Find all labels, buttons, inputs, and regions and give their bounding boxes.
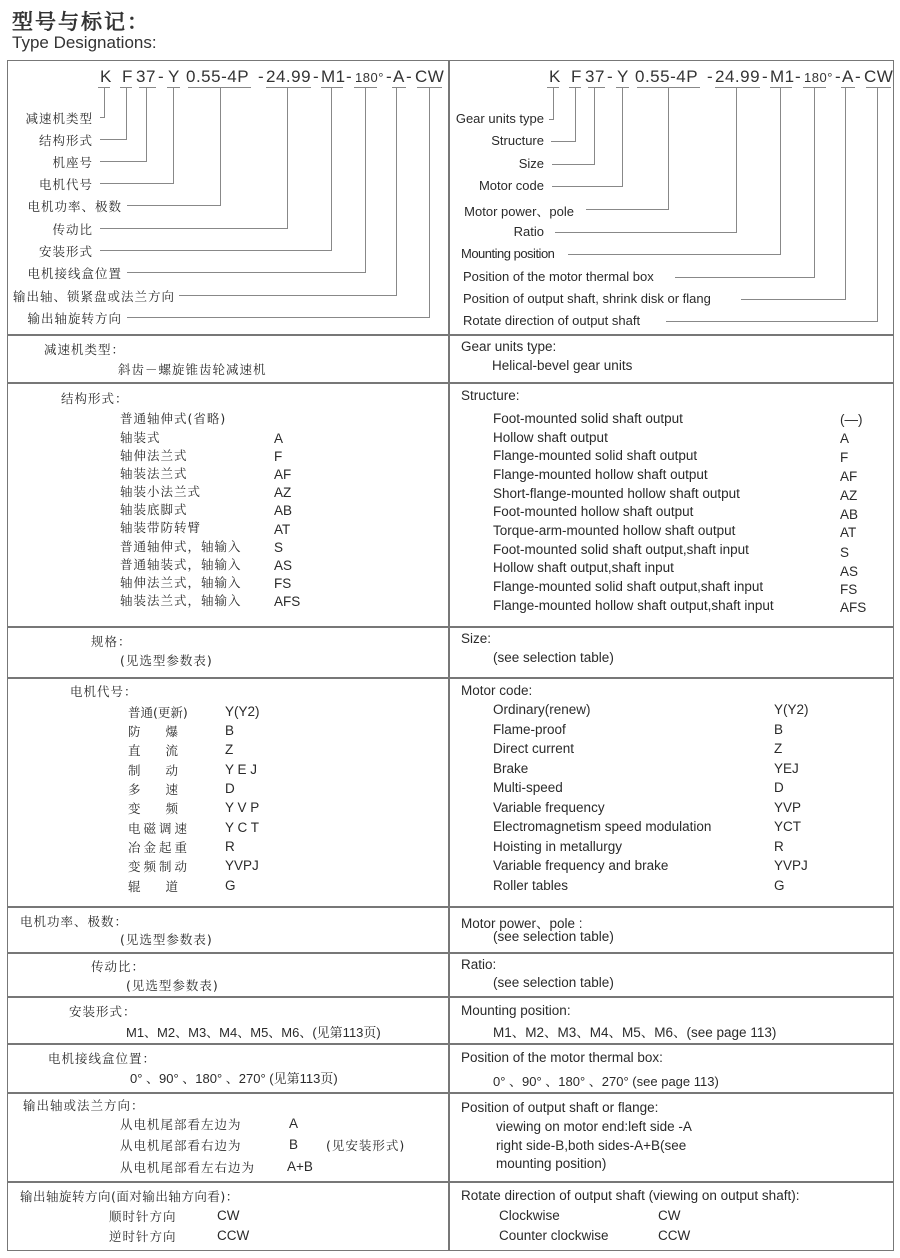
- mounting-value-en: M1、M2、M3、M4、M5、M6、(see page 113): [493, 1025, 777, 1040]
- motor-code-item-en: Hoisting in metallurgy: [493, 839, 623, 854]
- structure-item-zh: 普通轴装式，轴输入: [120, 557, 242, 572]
- structure-item-zh: 轴装法兰式，轴输入: [120, 593, 242, 608]
- code-power: 0.55-4P: [635, 67, 699, 86]
- label-en-ratio: Ratio: [513, 224, 544, 239]
- motor-code-code-zh: YVPJ: [225, 858, 259, 873]
- structure-item-en: Foot-mounted hollow shaft output: [493, 504, 694, 519]
- motor-code-item-zh: 辊 道: [128, 879, 179, 894]
- label-zh-rotation: 输出轴旋转方向: [27, 311, 122, 326]
- size-heading-en: Size:: [461, 631, 492, 646]
- motor-code-item-zh: 冶金起重: [128, 840, 191, 855]
- label-en-structure: Structure: [491, 133, 544, 148]
- row-divider: [8, 1043, 893, 1045]
- code-k: K: [100, 67, 112, 86]
- structure-code-en: (—): [840, 412, 863, 427]
- row-divider: [8, 1092, 893, 1094]
- code-dash: -: [346, 67, 353, 86]
- rotation-item-en: Clockwise: [499, 1208, 560, 1223]
- motor-code-code-zh: G: [225, 878, 236, 893]
- structure-item-zh: 轴伸法兰式: [120, 448, 188, 463]
- structure-code-en: A: [840, 431, 850, 446]
- structure-item-en: Flange-mounted solid shaft output: [493, 448, 698, 463]
- structure-item-zh: 轴装底脚式: [120, 502, 188, 517]
- structure-code-zh: A: [274, 431, 284, 446]
- code-k: K: [549, 67, 561, 86]
- size-heading-zh: 规格：: [91, 634, 132, 649]
- motor-power-value-zh: (见选型参数表): [120, 932, 213, 947]
- label-zh-thermal-box: 电机接线盒位置: [27, 266, 122, 281]
- thermal-box-value-en: 0° 、90° 、180° 、270° (see page 113): [493, 1074, 719, 1089]
- row-divider: [8, 952, 893, 954]
- code-ratio: 24.99: [266, 67, 312, 86]
- gear-type-value-en: Helical-bevel gear units: [492, 358, 633, 373]
- code-mounting: M1: [321, 67, 346, 86]
- structure-item-en: Flange-mounted hollow shaft output,shaft input: [493, 598, 774, 613]
- code-dash: -: [406, 67, 413, 86]
- structure-code-en: AB: [840, 507, 859, 522]
- label-en-thermal-box: Position of the motor thermal box: [463, 269, 654, 284]
- output-position-code-zh: A: [289, 1116, 299, 1131]
- structure-item-zh: 轴伸法兰式，轴输入: [120, 575, 242, 590]
- rotation-item-zh: 顺时针方向: [109, 1209, 177, 1224]
- structure-item-en: Hollow shaft output,shaft input: [493, 560, 674, 575]
- size-value-zh: (见选型参数表): [120, 653, 213, 668]
- code-angle: 180°: [355, 70, 384, 85]
- code-ratio: 24.99: [715, 67, 761, 86]
- code-a: A: [842, 67, 854, 86]
- motor-code-code-en: YCT: [774, 819, 801, 834]
- output-position-item-zh: 从电机尾部看右边为: [120, 1138, 242, 1153]
- structure-code-zh: AF: [274, 467, 292, 482]
- code-y: Y: [617, 67, 629, 86]
- output-position-note-zh: (见安装形式): [326, 1138, 406, 1153]
- structure-code-en: F: [840, 450, 849, 465]
- motor-code-item-en: Variable frequency: [493, 800, 605, 815]
- page-title-en: Type Designations:: [12, 33, 157, 52]
- structure-item-zh: 普通轴伸式(省略): [120, 411, 227, 426]
- code-dash: -: [313, 67, 320, 86]
- motor-code-heading-en: Motor code:: [461, 683, 533, 698]
- gear-type-heading-zh: 减速机类型：: [44, 342, 126, 357]
- designation-table: [7, 60, 894, 1251]
- code-y: Y: [168, 67, 180, 86]
- structure-code-en: AZ: [840, 488, 858, 503]
- mounting-heading-en: Mounting position:: [461, 1003, 571, 1018]
- label-zh-mounting: 安装形式: [38, 244, 93, 259]
- label-en-gear-type: Gear units type: [455, 111, 544, 126]
- structure-heading-en: Structure:: [461, 388, 520, 403]
- output-position-item-zh: 从电机尾部看左边为: [120, 1117, 242, 1132]
- motor-code-code-en: D: [774, 780, 784, 795]
- motor-code-code-zh: Y V P: [225, 800, 260, 815]
- structure-item-en: Hollow shaft output: [493, 430, 608, 445]
- rotation-code-en: CCW: [658, 1228, 691, 1243]
- structure-code-zh: AB: [274, 503, 293, 518]
- motor-code-code-en: YEJ: [774, 761, 799, 776]
- motor-code-code-en: G: [774, 878, 785, 893]
- row-divider: [8, 996, 893, 998]
- motor-code-item-zh: 变 频: [128, 801, 179, 816]
- motor-code-item-en: Roller tables: [493, 878, 569, 893]
- motor-code-code-zh: R: [225, 839, 235, 854]
- motor-code-item-zh: 普通(更新): [128, 705, 188, 720]
- code-dash: -: [386, 67, 393, 86]
- row-divider: [8, 677, 893, 679]
- code-f: F: [122, 67, 133, 86]
- structure-code-en: AS: [840, 564, 859, 579]
- motor-code-code-en: YVP: [774, 800, 802, 815]
- ratio-value-en: (see selection table): [493, 975, 614, 990]
- output-position-code-zh: B: [289, 1137, 299, 1152]
- row-divider: [8, 906, 893, 908]
- structure-code-zh: AS: [274, 558, 293, 573]
- output-position-line-en: right side-B,both sides-A+B(see: [496, 1138, 687, 1153]
- code-dash: -: [795, 67, 802, 86]
- ratio-value-zh: (见选型参数表): [126, 978, 219, 993]
- code-cw: CW: [415, 67, 445, 86]
- structure-item-en: Flange-mounted hollow shaft output: [493, 467, 708, 482]
- structure-item-zh: 轴装带防转臂: [120, 520, 202, 535]
- rotation-heading-en: Rotate direction of output shaft (viewing on output shaft):: [461, 1188, 800, 1203]
- label-zh-ratio: 传动比: [52, 222, 93, 237]
- mounting-heading-zh: 安装形式：: [69, 1004, 137, 1019]
- code-power: 0.55-4P: [186, 67, 250, 86]
- output-position-item-zh: 从电机尾部看左右边为: [120, 1160, 256, 1175]
- rotation-item-zh: 逆时针方向: [109, 1229, 177, 1244]
- code-cw: CW: [864, 67, 894, 86]
- motor-code-item-zh: 变频制动: [128, 859, 191, 874]
- structure-item-en: Foot-mounted solid shaft output: [493, 411, 683, 426]
- structure-code-en: AT: [840, 525, 857, 540]
- output-position-code-zh: A+B: [287, 1159, 313, 1174]
- label-en-motor-code: Motor code: [478, 178, 544, 193]
- structure-code-zh: FS: [274, 576, 292, 591]
- motor-power-value-en: (see selection table): [493, 929, 614, 944]
- motor-code-item-en: Variable frequency and brake: [493, 858, 669, 873]
- output-position-line-en: viewing on motor end:left side -A: [496, 1119, 692, 1134]
- code-angle: 180°: [804, 70, 833, 85]
- output-position-heading-zh: 输出轴或法兰方向：: [23, 1098, 145, 1113]
- label-en-mounting: Mounting position: [461, 246, 555, 261]
- structure-item-zh: 轴装式: [120, 430, 161, 445]
- code-dash: -: [258, 67, 265, 86]
- label-en-rotation: Rotate direction of output shaft: [463, 313, 641, 328]
- label-zh-structure: 结构形式: [38, 133, 93, 148]
- motor-code-code-zh: Z: [225, 742, 234, 757]
- code-dash: -: [835, 67, 842, 86]
- structure-code-zh: AZ: [274, 485, 292, 500]
- structure-code-zh: AT: [274, 522, 291, 537]
- structure-code-en: AF: [840, 469, 858, 484]
- motor-power-heading-en: Motor power、pole :: [461, 916, 583, 931]
- rotation-code-zh: CCW: [217, 1228, 250, 1243]
- row-divider: [8, 382, 893, 384]
- motor-code-item-zh: 制 动: [128, 763, 179, 778]
- structure-item-en: Short-flange-mounted hollow shaft output: [493, 486, 740, 501]
- motor-code-heading-zh: 电机代号：: [70, 684, 138, 699]
- structure-heading-zh: 结构形式：: [61, 391, 129, 406]
- motor-code-code-en: R: [774, 839, 784, 854]
- row-divider: [8, 1181, 893, 1183]
- label-zh-size: 机座号: [52, 155, 93, 170]
- motor-power-heading-zh: 电机功率、极数：: [20, 914, 129, 929]
- row-divider: [8, 626, 893, 628]
- motor-code-item-en: Ordinary(renew): [493, 702, 591, 717]
- code-size: 37: [585, 67, 605, 86]
- rotation-item-en: Counter clockwise: [499, 1228, 609, 1243]
- page-title-zh: 型号与标记：: [12, 10, 150, 34]
- motor-code-item-en: Electromagnetism speed modulation: [493, 819, 712, 834]
- motor-code-item-en: Multi-speed: [493, 780, 563, 795]
- label-en-motor-power: Motor power、pole: [464, 204, 574, 219]
- gear-type-value-zh: 斜齿－螺旋锥齿轮减速机: [118, 362, 267, 377]
- size-value-en: (see selection table): [493, 650, 614, 665]
- structure-code-zh: AFS: [274, 594, 301, 609]
- motor-code-code-zh: Y(Y2): [225, 704, 260, 719]
- structure-item-en: Torque-arm-mounted hollow shaft output: [493, 523, 736, 538]
- label-zh-motor-power: 电机功率、极数: [27, 199, 122, 214]
- thermal-box-heading-zh: 电机接线盒位置：: [48, 1051, 157, 1066]
- motor-code-item-en: Brake: [493, 761, 529, 776]
- motor-code-code-en: Y(Y2): [774, 702, 809, 717]
- structure-code-zh: F: [274, 449, 283, 464]
- motor-code-item-en: Direct current: [493, 741, 575, 756]
- label-zh-output-position: 输出轴、锁紧盘或法兰方向: [12, 289, 175, 304]
- structure-code-en: S: [840, 545, 850, 560]
- motor-code-item-zh: 电磁调速: [128, 821, 191, 836]
- rotation-heading-zh: 输出轴旋转方向(面对输出轴方向看)：: [20, 1189, 239, 1204]
- structure-item-zh: 轴装法兰式: [120, 466, 188, 481]
- structure-item-zh: 轴装小法兰式: [120, 484, 202, 499]
- code-size: 37: [136, 67, 156, 86]
- motor-code-code-zh: B: [225, 723, 235, 738]
- ratio-heading-en: Ratio:: [461, 957, 497, 972]
- row-divider: [8, 334, 893, 336]
- label-en-output-position: Position of output shaft, shrink disk or flang: [463, 291, 711, 306]
- rotation-code-en: CW: [658, 1208, 681, 1223]
- structure-item-zh: 普通轴伸式，轴输入: [120, 539, 242, 554]
- label-zh-motor-code: 电机代号: [38, 177, 93, 192]
- output-position-line-en: mounting position): [496, 1156, 607, 1171]
- column-divider: [448, 61, 450, 1250]
- motor-code-code-en: Z: [774, 741, 783, 756]
- motor-code-code-zh: Y E J: [225, 762, 258, 777]
- code-dash: -: [855, 67, 862, 86]
- code-dash: -: [607, 67, 614, 86]
- motor-code-item-zh: 多 速: [128, 782, 179, 797]
- code-f: F: [571, 67, 582, 86]
- structure-item-en: Flange-mounted solid shaft output,shaft input: [493, 579, 764, 594]
- structure-item-en: Foot-mounted solid shaft output,shaft input: [493, 542, 749, 557]
- code-dash: -: [707, 67, 714, 86]
- motor-code-code-zh: Y C T: [225, 820, 260, 835]
- code-a: A: [393, 67, 405, 86]
- structure-code-en: FS: [840, 582, 858, 597]
- structure-code-en: AFS: [840, 600, 867, 615]
- thermal-box-value-zh: 0° 、90° 、180° 、270° (见第113页): [130, 1071, 338, 1086]
- motor-code-code-zh: D: [225, 781, 235, 796]
- motor-code-code-en: YVPJ: [774, 858, 808, 873]
- motor-code-item-en: Flame-proof: [493, 722, 566, 737]
- gear-type-heading-en: Gear units type:: [461, 339, 557, 354]
- rotation-code-zh: CW: [217, 1208, 240, 1223]
- motor-code-item-zh: 直 流: [128, 743, 179, 758]
- output-position-heading-en: Position of output shaft or flange:: [461, 1100, 659, 1115]
- label-zh-gear-type: 减速机类型: [25, 111, 93, 126]
- structure-code-zh: S: [274, 540, 284, 555]
- motor-code-code-en: B: [774, 722, 784, 737]
- code-dash: -: [158, 67, 165, 86]
- mounting-value-zh: M1、M2、M3、M4、M5、M6、(见第113页): [126, 1025, 381, 1040]
- ratio-heading-zh: 传动比：: [91, 959, 146, 974]
- label-en-size: Size: [518, 156, 544, 171]
- thermal-box-heading-en: Position of the motor thermal box:: [461, 1050, 663, 1065]
- code-dash: -: [762, 67, 769, 86]
- code-mounting: M1: [770, 67, 795, 86]
- motor-code-item-zh: 防 爆: [128, 724, 179, 739]
